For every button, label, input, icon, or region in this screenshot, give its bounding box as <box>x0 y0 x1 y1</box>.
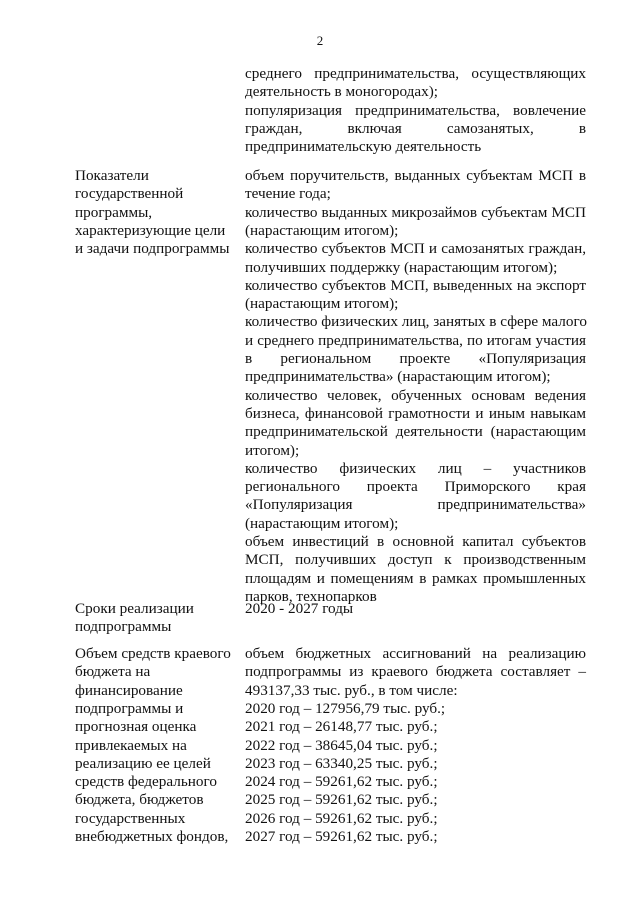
row-label-line: прогнозная оценка <box>75 718 197 736</box>
row-value-line: итогом); <box>245 441 300 459</box>
row-label-line: подпрограммы и <box>75 699 184 717</box>
row-value-line: 2021 год – 26148,77 тыс. руб.; <box>245 718 438 736</box>
row-label-line: реализацию ее целей <box>75 754 211 772</box>
row-value-line: предпринимательскую деятельность <box>245 138 482 156</box>
row-label-line: бюджета, бюджетов <box>75 791 204 809</box>
row-value-line: 2020 - 2027 годы <box>245 600 354 617</box>
row-label-line: привлекаемых на <box>75 736 187 754</box>
row-value-line: 2020 год – 127956,79 тыс. руб.; <box>245 699 446 717</box>
row-value-line: площадям и помещениям в рамках промышленных <box>245 569 586 587</box>
row-value-line: 2024 год – 59261,62 тыс. руб.; <box>245 773 438 791</box>
row-label-line: программы, <box>75 203 153 221</box>
row-value-line: (нарастающим итогом); <box>245 295 399 313</box>
row-label-line: Объем средств краевого <box>75 645 231 662</box>
row-value-line: количество физических лиц, занятых в сфере малого <box>245 313 587 331</box>
row-value-line: «Популяризация предпринимательства» <box>245 496 586 514</box>
row-value-line: регионального проекта Приморского края <box>245 478 586 496</box>
row-value-line: (нарастающим итогом); <box>245 221 399 239</box>
row-value-line: популяризация предпринимательства, вовлечение <box>245 101 586 119</box>
row-value-line: граждан, включая самозанятых, в <box>245 119 586 137</box>
page-number: 2 <box>316 33 324 48</box>
row-label-line: характеризующие цели <box>75 221 226 239</box>
row-label-line: Показатели <box>75 167 149 184</box>
row-value-line: количество физических лиц – участников <box>245 459 586 477</box>
row-value-line: 2027 год – 59261,62 тыс. руб.; <box>245 828 438 845</box>
row-value-line: получивших поддержку (нарастающим итогом); <box>245 258 558 276</box>
row-value-line: парков, технопарков <box>245 587 377 605</box>
row-value-line: 2023 год – 63340,25 тыс. руб.; <box>245 754 438 772</box>
row-value-line: 2022 год – 38645,04 тыс. руб.; <box>245 736 438 754</box>
row-label-line: и задачи подпрограммы <box>75 240 230 258</box>
row-value-line: предпринимательства» (нарастающим итогом); <box>245 368 551 386</box>
row-label-line: средств федерального <box>75 773 217 791</box>
row-value-line: (нарастающим итогом); <box>245 514 399 532</box>
row-value-line: объем бюджетных ассигнований на реализацию <box>245 645 586 662</box>
row-value-line: 2026 год – 59261,62 тыс. руб.; <box>245 809 438 827</box>
row-label-line: Сроки реализации <box>75 600 194 617</box>
row-value-line: количество человек, обученных основам ведения <box>245 386 586 404</box>
row-value-line: количество субъектов МСП и самозанятых граждан, <box>245 240 586 258</box>
row-value-line: 2025 год – 59261,62 тыс. руб.; <box>245 791 438 809</box>
row-value-line: предпринимательской деятельности (нарастающим <box>245 423 586 441</box>
row-label-line: бюджета на <box>75 663 151 681</box>
row-value-line: деятельность в моногородах); <box>245 83 438 101</box>
row-label-line: внебюджетных фондов, <box>75 828 229 845</box>
row-value-line: количество выданных микрозаймов субъектам МСП <box>245 203 586 221</box>
row-value-line: объем поручительств, выданных субъектам МСП в <box>245 167 586 184</box>
row-value-line: подпрограммы из краевого бюджета составляет – <box>245 663 586 681</box>
row-value-line: количество субъектов МСП, выведенных на экспорт <box>245 276 586 294</box>
row-label-line: государственных <box>75 809 186 827</box>
row-value-line: в региональном проекте «Популяризация <box>245 350 586 367</box>
row-value-line: 493137,33 тыс. руб., в том числе: <box>245 681 458 699</box>
row-label-line: государственной <box>75 185 184 203</box>
row-value-line: течение года; <box>245 185 331 203</box>
row-label-line: подпрограммы <box>75 618 172 636</box>
row-label-line: финансирование <box>75 681 183 699</box>
row-value-line: и среднего предпринимательства, по итогам участия <box>245 331 586 349</box>
row-value-line: объем инвестиций в основной капитал субъектов <box>245 533 586 550</box>
row-value-line: бизнеса, финансовой грамотности и иным навыкам <box>245 404 586 422</box>
row-value-line: МСП, получивших доступ к производственным <box>245 551 586 569</box>
row-value-line: среднего предпринимательства, осуществляющих <box>245 65 586 82</box>
